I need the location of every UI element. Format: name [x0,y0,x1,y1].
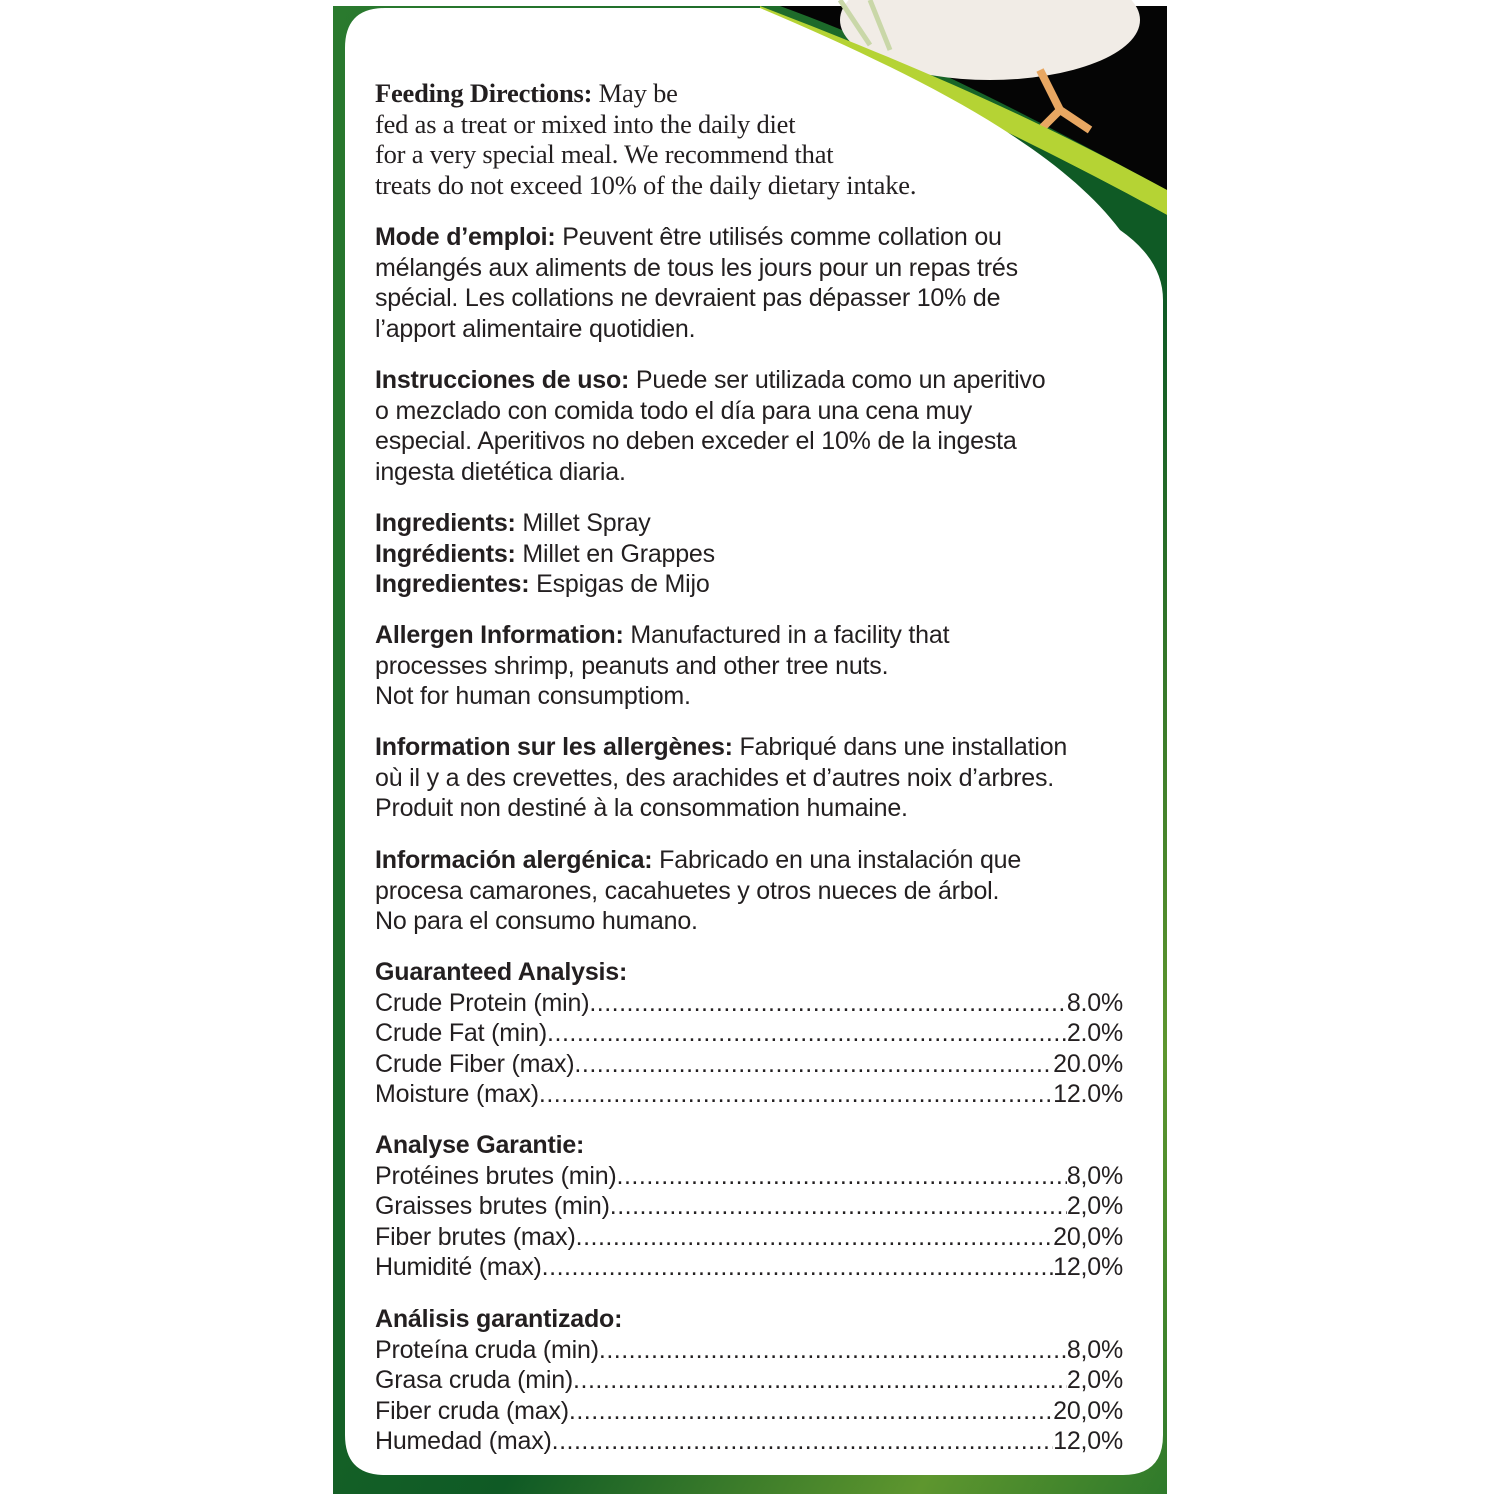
ingredients: Ingredients: Millet Spray Ingrédients: Millet en Grappes Ingredientes: Espigas de Mijo [375,509,715,598]
allergen-fr: Information sur les allergènes: Fabriqué dans une installation où il y a des crevettes, des arachides et d’autres noix d’arbres. Produit non destiné à la consommation humaine. [375,733,1068,822]
analysis-section [375,957,1145,1110]
analysis-row: Grasa cruda (min) ..... 2,0% [375,1365,1123,1396]
analysis-row: Humidité (max) ..... 12,0% [375,1252,1123,1283]
analysis-title: Análisis garantizado: [375,1305,623,1333]
analysis-row: Crude Fiber (max) ..... 20.0% [375,1049,1123,1080]
analysis-row: Crude Fat (min) ..... 2.0% [375,1018,1123,1049]
mode-emploi: Mode d’emploi: Peuvent être utilisés comme collation ou mélangés aux aliments de tous les jours pour un repas trés spécial. Les collations ne devraient pas dépasser 10% de l’apport alimentaire quotidien. [375,223,1018,343]
analysis-row: Protéines brutes (min) ..... 8,0% [375,1161,1123,1192]
analysis-section [375,1130,1145,1283]
analysis-title: Guaranteed Analysis: [375,958,628,986]
analysis-row: Fiber brutes (max) ..... 20,0% [375,1222,1123,1253]
analysis-row: Graisses brutes (min) ..... 2,0% [375,1191,1123,1222]
allergen-es: Información alergénica: Fabricado en una instalación que procesa camarones, cacahuetes y otros nueces de árbol. No para el consumo humano. [375,846,1022,935]
instrucciones-uso: Instrucciones de uso: Puede ser utilizada como un aperitivo o mezclado con comida todo el día para una cena muy especial. Aperitivos no deben exceder el 10% de la ingesta ingesta dietética diaria. [375,366,1046,486]
analysis-section [375,1304,1145,1457]
analysis-row: Humedad (max) ..... 12,0% [375,1426,1123,1457]
analysis-row: Moisture (max) ..... 12.0% [375,1079,1123,1110]
analysis-title: Analyse Garantie: [375,1131,585,1159]
analysis-row: Fiber cruda (max) ..... 20,0% [375,1396,1123,1427]
allergen-en: Allergen Information: Manufactured in a facility that processes shrimp, peanuts and other tree nuts. Not for human consumptiom. [375,621,950,710]
analysis-row: Crude Protein (min) ..... 8.0% [375,988,1123,1019]
feeding-directions: Feeding Directions: May be fed as a treat or mixed into the daily diet for a very special meal. We recommend that treats do not exceed 10% of the daily dietary intake. [375,78,917,200]
analysis-row: Proteína cruda (min) ..... 8,0% [375,1335,1123,1366]
